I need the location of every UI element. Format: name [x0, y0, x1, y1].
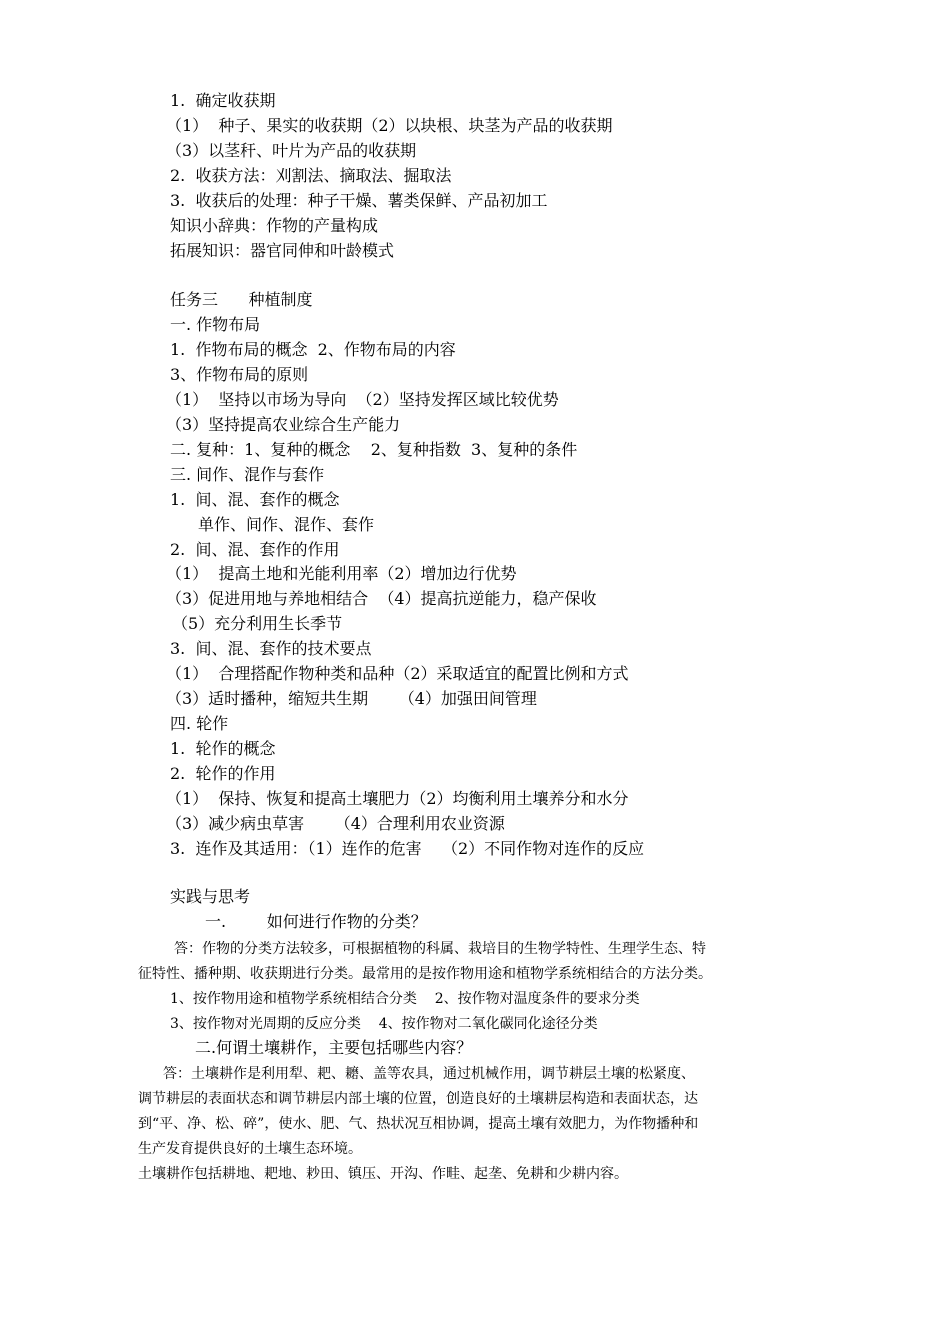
section-crop-layout-heading: 一. 作物布局: [170, 315, 261, 334]
answer-2-line-3: 到“平、净、松、碎”，使水、肥、气、热状况互相协调，提高土壤有效肥力，为作物播种和: [138, 1116, 699, 1132]
intercropping-line-6: （5）充分利用生长季节: [172, 614, 343, 633]
crop-layout-line-4: （3）坚持提高农业综合生产能力: [166, 415, 401, 434]
answer-1-line-2: 征特性、播种期、收获期进行分类。最常用的是按作物用途和植物学系统相结合的方法分类。: [138, 966, 712, 982]
intercropping-line-1: 1. 间、混、套作的概念: [170, 490, 340, 509]
rotation-line-3: （1） 保持、恢复和提高土壤肥力（2）均衡利用土壤养分和水分: [166, 789, 629, 808]
rotation-line-4: （3）减少病虫草害 （4）合理利用农业资源: [166, 814, 505, 833]
harvest-line-4: 2. 收获方法：刈割法、摘取法、掘取法: [170, 166, 452, 185]
intercropping-line-8: （1） 合理搭配作物种类和品种（2）采取适宜的配置比例和方式: [166, 664, 629, 683]
crop-layout-line-3: （1） 坚持以市场为导向 （2）坚持发挥区域比较优势: [166, 390, 559, 409]
intercropping-line-4: （1） 提高土地和光能利用率（2）增加边行优势: [166, 564, 517, 583]
rotation-line-2: 2. 轮作的作用: [170, 764, 276, 783]
intercropping-line-9: （3）适时播种，缩短共生期 （4）加强田间管理: [166, 689, 537, 708]
crop-layout-line-2: 3、作物布局的原则: [170, 365, 309, 384]
answer-2-line-5: 土壤耕作包括耕地、耙地、耖田、镇压、开沟、作畦、起垄、免耕和少耕内容。: [138, 1166, 628, 1182]
intercropping-line-2: 单作、间作、混作、套作: [198, 515, 375, 534]
intercropping-line-7: 3. 间、混、套作的技术要点: [170, 639, 372, 658]
answer-2-line-2: 调节耕层的表面状态和调节耕层内部土壤的位置，创造良好的土壤耕层构造和表面状态，达: [138, 1091, 698, 1107]
rotation-line-1: 1. 轮作的概念: [170, 739, 276, 758]
question-1: 一. 如何进行作物的分类？: [205, 912, 427, 931]
answer-2-line-1: 答：土壤耕作是利用犁、耙、耱、盖等农具，通过机械作用，调节耕层土壤的松紧度、: [163, 1066, 695, 1082]
harvest-line-5: 3. 收获后的处理：种子干燥、薯类保鲜、产品初加工: [170, 191, 548, 210]
section-rotation-heading: 四. 轮作: [170, 714, 229, 733]
section-intercropping-heading: 三. 间作、混作与套作: [170, 465, 325, 484]
harvest-line-3: （3）以茎秆、叶片为产品的收获期: [166, 141, 417, 160]
glossary-note: 知识小辞典：作物的产量构成: [170, 216, 379, 235]
intercropping-line-5: （3）促进用地与养地相结合 （4）提高抗逆能力，稳产保收: [166, 589, 597, 608]
answer-1-line-1: 答：作物的分类方法较多，可根据植物的科属、栽培目的生物学特性、生理学生态、特: [174, 941, 706, 957]
question-2: 二.何谓土壤耕作，主要包括哪些内容？: [195, 1038, 473, 1057]
rotation-line-5: 3. 连作及其适用：（1）连作的危害 （2）不同作物对连作的反应: [170, 839, 645, 858]
harvest-line-1: 1. 确定收获期: [170, 91, 276, 110]
section-multiple-cropping-heading: 二. 复种：1、复种的概念 2、复种指数 3、复种的条件: [170, 440, 578, 459]
answer-1-line-4: 3、按作物对光周期的反应分类 4、按作物对二氧化碳同化途径分类: [170, 1016, 598, 1032]
extension-note: 拓展知识：器官同伸和叶龄模式: [170, 241, 395, 260]
intercropping-line-3: 2. 间、混、套作的作用: [170, 540, 340, 559]
answer-2-line-4: 生产发育提供良好的土壤生态环境。: [138, 1141, 362, 1157]
task3-title: 任务三 种植制度: [170, 290, 313, 309]
harvest-line-2: （1） 种子、果实的收获期（2）以块根、块茎为产品的收获期: [166, 116, 613, 135]
answer-1-line-3: 1、按作物用途和植物学系统相结合分类 2、按作物对温度条件的要求分类: [170, 991, 640, 1007]
practice-title: 实践与思考: [170, 887, 251, 906]
crop-layout-line-1: 1. 作物布局的概念 2、作物布局的内容: [170, 340, 456, 359]
